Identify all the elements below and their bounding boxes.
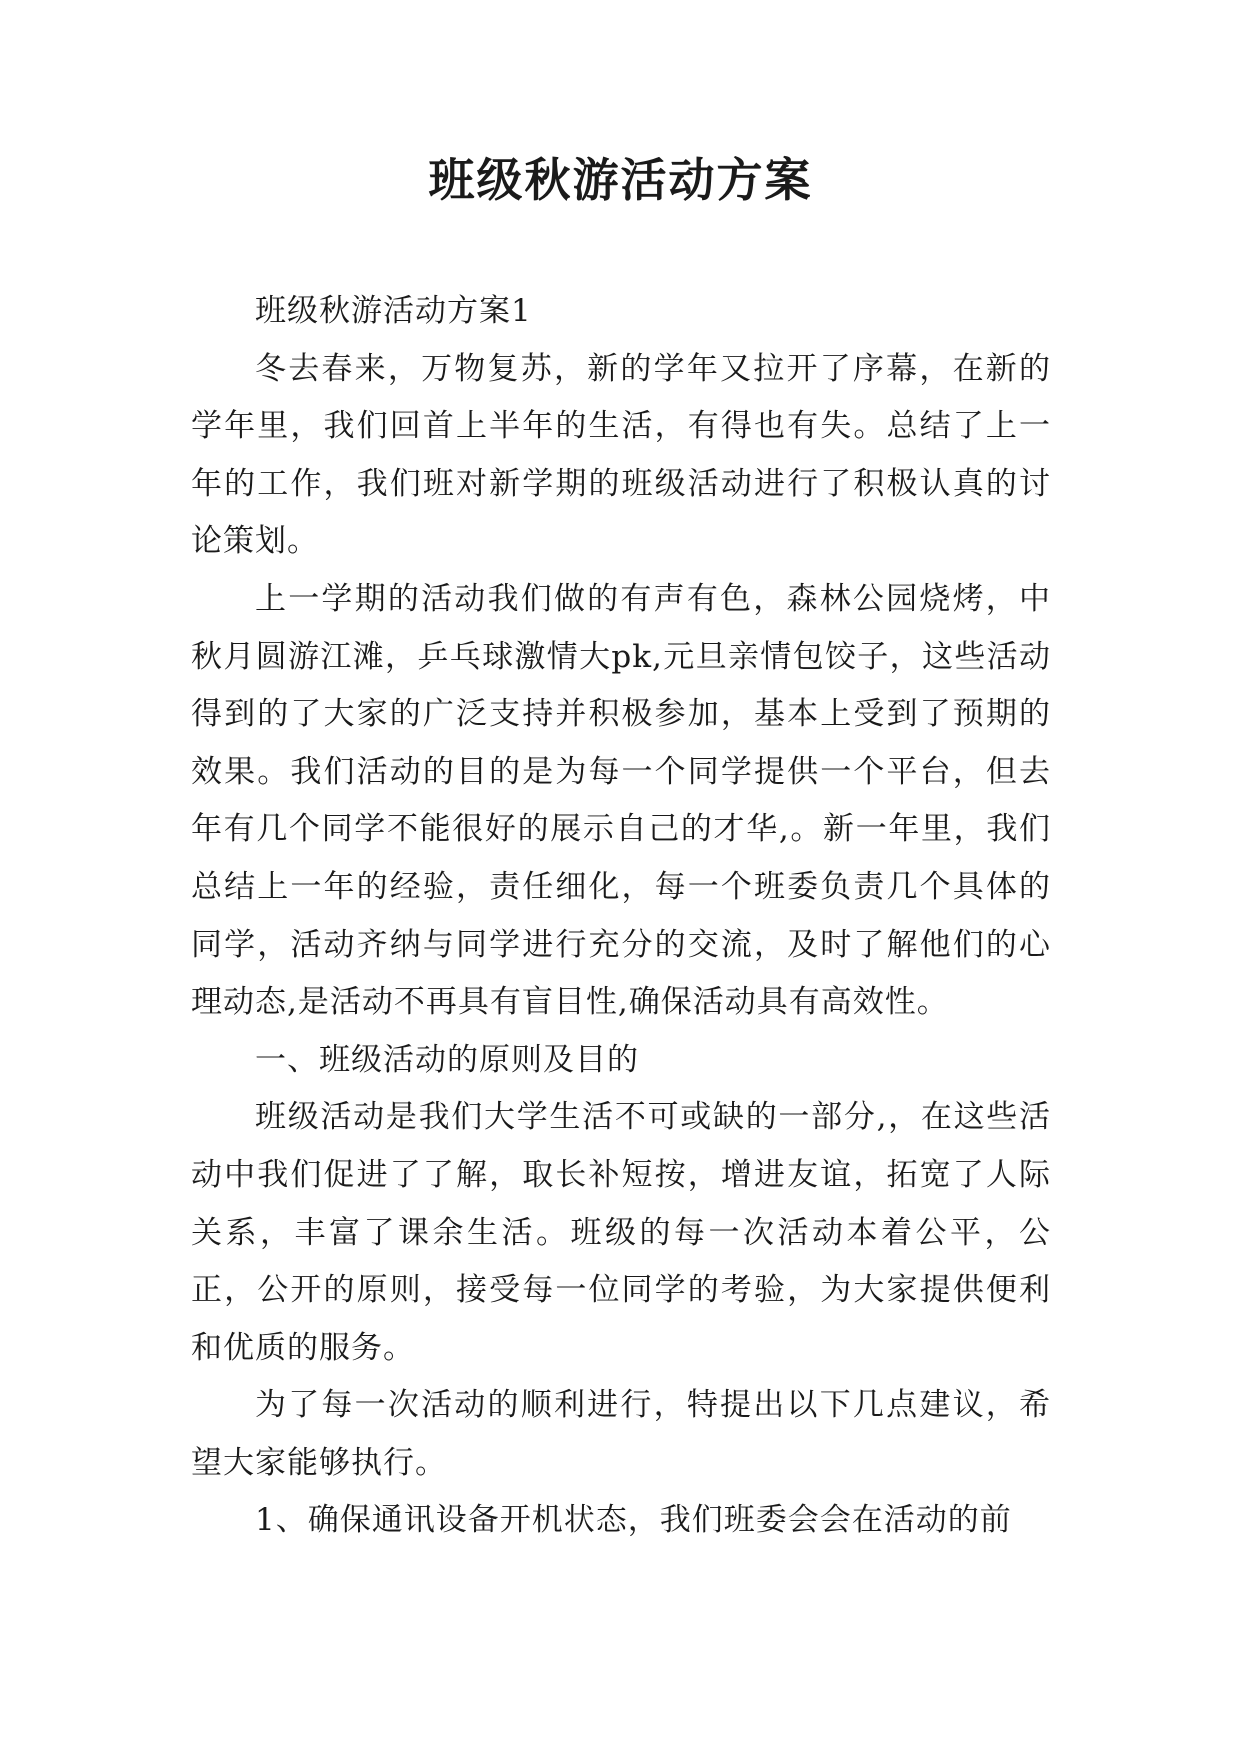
- paragraph: 上一学期的活动我们做的有声有色，森林公园烧烤，中秋月圆游江滩，乒乓球激情大pk,元旦亲情包饺子，这些活动得到的了大家的广泛支持并积极参加，基本上受到了预期的效果。我们活动的目的是为每一个同学提供一个平台，但去年有几个同学不能很好的展示自己的才华,。新一年里，我们总结上一年的经验，责任细化，每一个班委负责几个具体的同学，活动齐纳与同学进行充分的交流，及时了解他们的心理动态,是活动不再具有盲目性,确保活动具有高效性。: [191, 580, 1051, 1021]
- document-body: [191, 283, 1051, 1550]
- section-heading: 班级秋游活动方案1: [255, 293, 532, 329]
- paragraph: 为了每一次活动的顺利进行，特提出以下几点建议，希望大家能够执行。: [191, 1387, 1051, 1481]
- section-heading: 一、班级活动的原则及目的: [255, 1041, 639, 1078]
- list-item: 1、确保通讯设备开机状态，我们班委会会在活动的前: [255, 1502, 1012, 1539]
- document-title: 班级秋游活动方案: [428, 153, 813, 207]
- paragraph: 冬去春来，万物复苏，新的学年又拉开了序幕，在新的学年里，我们回首上半年的生活，有得也有失。总结了上一年的工作，我们班对新学期的班级活动进行了积极认真的讨论策划。: [191, 350, 1051, 560]
- paragraph: 班级活动是我们大学生活不可或缺的一部分,，在这些活动中我们促进了了解，取长补短按，增进友谊，拓宽了人际关系，丰富了课余生活。班级的每一次活动本着公平，公正，公开的原则，接受每一位同学的考验，为大家提供便利和优质的服务。: [191, 1099, 1051, 1366]
